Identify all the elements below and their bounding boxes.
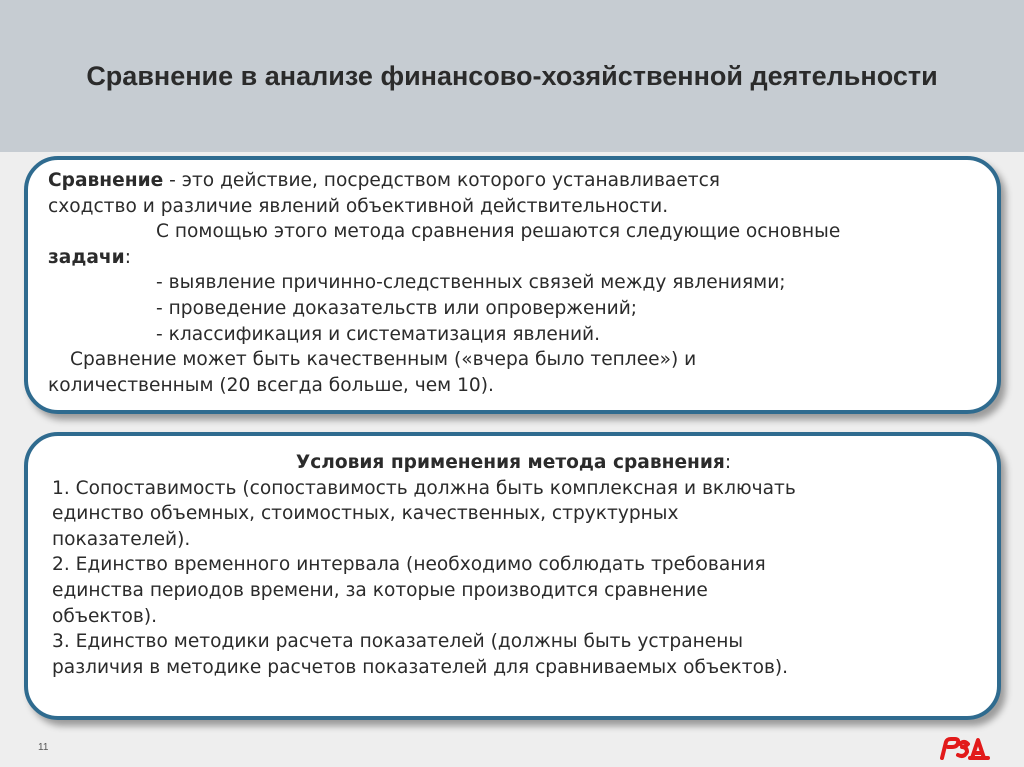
conditions-heading-colon: : [724,452,732,473]
method-line: С помощью этого метода сравнения решаются следующие основные [156,221,841,243]
definition-text: - это действие, посредством которого устанавливается [163,170,720,191]
compare-line-2: количественным (20 всегда больше, чем 10). [48,374,494,396]
rzd-logo-icon [938,734,994,762]
condition-line: объектов). [52,605,157,627]
definition-term: Сравнение [48,170,164,191]
conditions-box [24,432,1001,720]
condition-line: 1. Сопоставимость (сопоставимость должна быть комплексная и включать [52,477,796,499]
task-item: - классификация и систематизация явлений. [156,323,601,345]
conditions-heading-line [52,450,975,476]
condition-line: показателей). [52,528,191,550]
tasks-label-line [48,245,977,271]
tasks-colon: : [124,246,131,268]
slide-title: Сравнение в анализе финансово-хозяйственной деятельности [86,61,938,91]
compare-line-1: Сравнение может быть качественным («вчера было теплее») и [70,349,697,371]
slide-number: 11 [38,742,49,753]
definition-box [24,156,1001,414]
condition-line: единство объемных, стоимостных, качественных, структурных [52,503,679,525]
definition-line-1 [48,168,977,194]
condition-line: 2. Единство временного интервала (необходимо соблюдать требования [52,554,766,576]
task-item: - выявление причинно-следственных связей между явлениями; [156,272,786,294]
slide-header [0,0,1024,152]
conditions-heading: Условия применения метода сравнения [295,452,725,473]
definition-line-2: сходство и различие явлений объективной действительности. [48,195,669,217]
task-item: - проведение доказательств или опровержений; [156,297,638,319]
condition-line: 3. Единство методики расчета показателей (должны быть устранены [52,631,744,653]
condition-line: различия в методике расчетов показателей для сравниваемых объектов). [52,656,789,678]
condition-line: единства периодов времени, за которые производится сравнение [52,579,708,601]
tasks-word: задачи [48,246,125,268]
